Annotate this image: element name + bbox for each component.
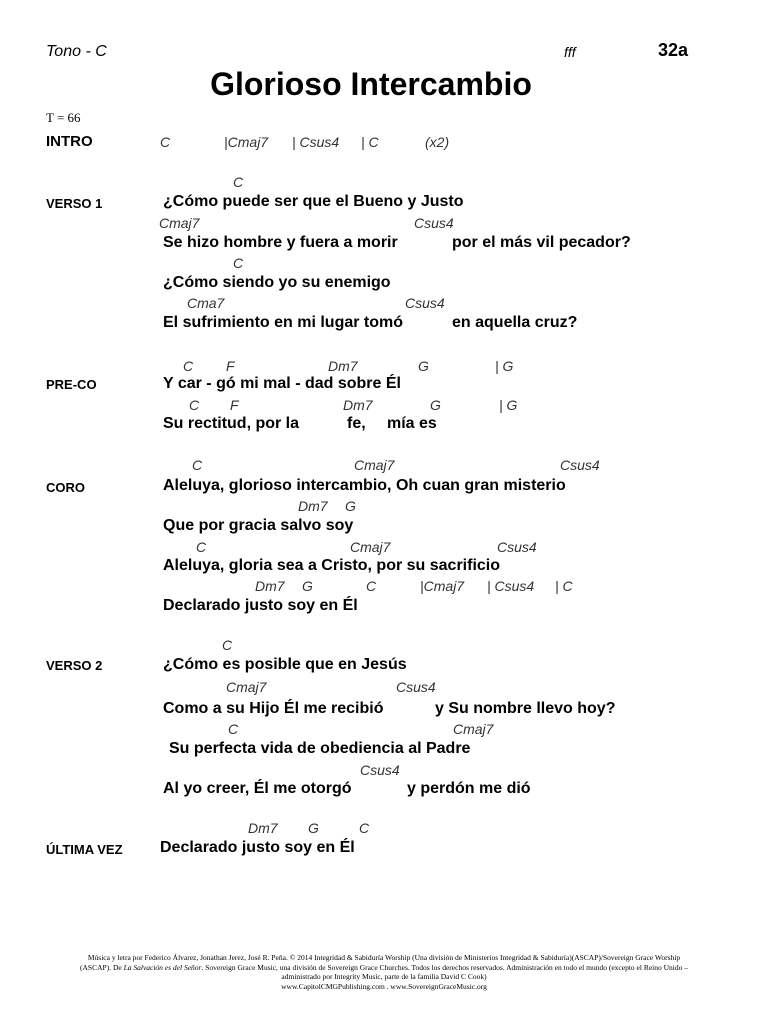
chord: |Cmaj7 <box>224 134 269 150</box>
chord: G <box>345 498 356 514</box>
lyric-line: en aquella cruz? <box>452 314 578 331</box>
chord: F <box>226 358 235 374</box>
lyric-line: ¿Cómo siendo yo su enemigo <box>163 274 391 291</box>
chord: Cmaj7 <box>354 457 395 473</box>
chord: G <box>302 578 313 594</box>
song-number: 32a <box>658 40 689 60</box>
chord: Dm7 <box>248 820 278 836</box>
chord: Csus4 <box>360 762 400 778</box>
lyric-line: Y car - gó mi mal - dad sobre Él <box>163 375 401 392</box>
lyric-line: ¿Cómo puede ser que el Bueno y Justo <box>163 193 464 210</box>
lyric-line: Su rectitud, por la <box>163 415 300 432</box>
chord: Csus4 <box>560 457 600 473</box>
album-title: La Salvación es del Señor <box>123 962 202 972</box>
copyright-text: Música y letra por Federico Álvarez, Jonathan Jerez, José R. Peña. © 2014 Integridad & Sabiduría Worship (Una división de Ministerios Integridad & Sabiduría)(ASCAP)/Sovereign Grace Worship (ASCAP). De <box>80 953 681 972</box>
section-label-intro: INTRO <box>46 133 93 150</box>
chord: C <box>228 721 239 737</box>
copyright-text: . Sovereign Grace Music, una división de Sovereign Grace Churches. Todos los derechos reservados. Administración en todo el mundo (excepto el Reino Unido – administrado por Integrity Music, parte de la familia David C Cook) <box>201 962 688 982</box>
chord: | G <box>499 397 518 413</box>
chord: Dm7 <box>255 578 285 594</box>
chord: C <box>192 457 203 473</box>
section-label-chorus: CORO <box>46 480 85 495</box>
chord: C <box>366 578 377 594</box>
section-label-pre-chorus: PRE-CO <box>46 377 97 392</box>
chord: G <box>418 358 429 374</box>
lyric-line: Aleluya, glorioso intercambio, Oh cuan gran misterio <box>163 477 566 494</box>
chord: Cmaj7 <box>159 215 200 231</box>
chord: | C <box>555 578 573 594</box>
chord: C <box>222 637 233 653</box>
chord: Cmaj7 <box>350 539 391 555</box>
publisher-links: www.CapitolCMGPublishing.com . www.SovereignGraceMusic.org <box>281 981 487 991</box>
chord: C <box>359 820 370 836</box>
chord: Csus4 <box>497 539 537 555</box>
chord: Dm7 <box>298 498 328 514</box>
chord: Cma7 <box>187 295 225 311</box>
chord: C <box>160 134 171 150</box>
repeat-marking: (x2) <box>425 134 450 150</box>
chord: C <box>183 358 194 374</box>
lyric-line: Como a su Hijo Él me recibió <box>163 700 384 717</box>
lyric-line: Declarado justo soy en Él <box>160 839 355 856</box>
lyric-line: y Su nombre llevo hoy? <box>435 700 616 717</box>
chord: | Csus4 <box>487 578 535 594</box>
lyric-line: Aleluya, gloria sea a Cristo, por su sacrificio <box>163 557 501 574</box>
lyric-line: El sufrimiento en mi lugar tomó <box>163 314 404 331</box>
chord: Csus4 <box>396 679 436 695</box>
section-label-last-time: ÚLTIMA VEZ <box>46 842 123 857</box>
song-title: Glorioso Intercambio <box>210 66 532 102</box>
chord: | Csus4 <box>292 134 340 150</box>
copyright-footer <box>74 953 694 991</box>
chord: C <box>233 255 244 271</box>
chord: Csus4 <box>414 215 454 231</box>
lyric-line: y perdón me dió <box>407 780 531 797</box>
lyric-line: por el más vil pecador? <box>452 234 631 251</box>
chord: G <box>308 820 319 836</box>
chord: F <box>230 397 239 413</box>
lyric-line: fe, <box>347 415 366 432</box>
lyric-line: ¿Cómo es posible que en Jesús <box>163 656 407 673</box>
lyric-line: Declarado justo soy en Él <box>163 597 358 614</box>
chord: | G <box>495 358 514 374</box>
chord: Cmaj7 <box>226 679 267 695</box>
chord: Csus4 <box>405 295 445 311</box>
chord: C <box>189 397 200 413</box>
chord: Dm7 <box>343 397 373 413</box>
chord: C <box>233 174 244 190</box>
lyric-line: Se hizo hombre y fuera a morir <box>163 234 398 251</box>
chord: | C <box>361 134 379 150</box>
section-label-verse-2: VERSO 2 <box>46 658 103 673</box>
key-label: Tono - C <box>46 43 107 60</box>
lyric-line: Al yo creer, Él me otorgó <box>163 780 352 797</box>
lyric-line: Que por gracia salvo soy <box>163 517 354 534</box>
dynamics-marking: fff <box>564 44 576 60</box>
section-label-verse-1: VERSO 1 <box>46 196 103 211</box>
tempo-marking: T = 66 <box>46 110 81 125</box>
chord: G <box>430 397 441 413</box>
chord: Cmaj7 <box>453 721 494 737</box>
lyric-line: Su perfecta vida de obediencia al Padre <box>169 740 471 757</box>
chord: |Cmaj7 <box>420 578 465 594</box>
lyric-line: mía es <box>387 415 437 432</box>
chord: C <box>196 539 207 555</box>
chord: Dm7 <box>328 358 358 374</box>
